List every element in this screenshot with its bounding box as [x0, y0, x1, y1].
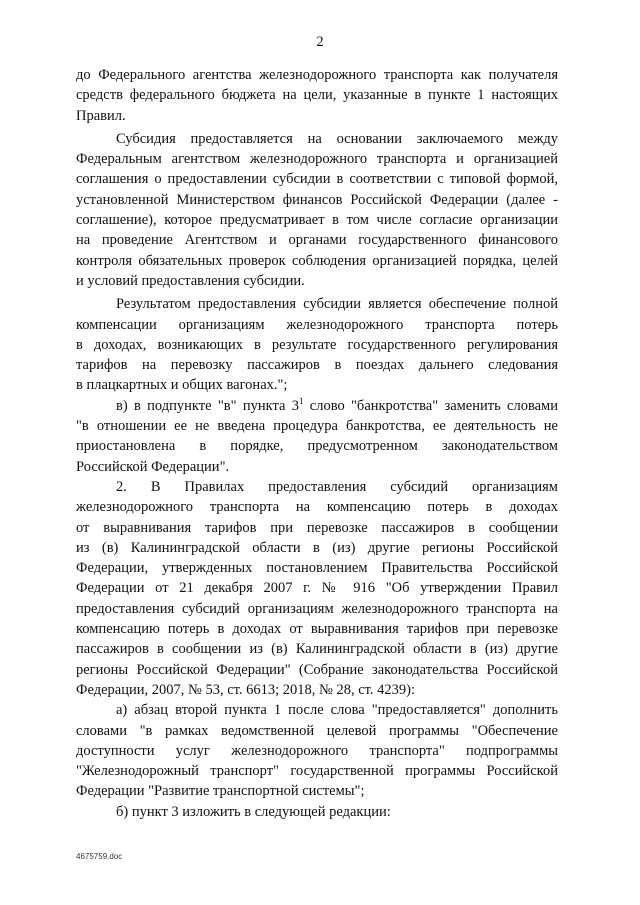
text-line: железнодорожного транспорта на компенсацию потерь в доходах	[76, 499, 558, 516]
text-line: Федерации "Развитие транспортной системы";	[76, 783, 365, 800]
document-file-reference: 4675759.doc	[76, 852, 123, 861]
paragraph	[76, 294, 558, 395]
text-line: "Железнодорожный транспорт" государственной программы Российской	[76, 763, 558, 780]
text-line: компенсации организациям железнодорожного транспорта потерь	[76, 316, 558, 333]
text-line: Федерации от 21 декабря 2007 г. № 916 "Об утверждении Правил	[76, 580, 558, 597]
text-line: в плацкартных и общих вагонах.";	[76, 377, 288, 394]
text-line: до Федерального агентства железнодорожного транспорта как получателя	[76, 67, 558, 83]
text-line: контроля обязательных проверок соблюдения организацией порядка, целей	[76, 252, 558, 269]
text-line	[76, 396, 558, 416]
text-line: средств федерального бюджета на цели, указанные в пункте 1 настоящих	[76, 87, 558, 104]
paragraph	[76, 477, 558, 700]
document-body	[76, 65, 558, 822]
page-number: 2	[316, 34, 324, 50]
superscript: 1	[298, 395, 304, 406]
text-line: Федерации, 2007, № 53, ст. 6613; 2018, № 28, ст. 4239):	[76, 681, 416, 698]
paragraph	[76, 129, 558, 291]
text-line: б) пункт 3 изложить в следующей редакции:	[116, 803, 391, 820]
paragraph	[76, 802, 558, 822]
text-line: регионы Российской Федерации" (Собрание законодательства Российской	[76, 661, 558, 678]
text-line: Результатом предоставления субсидии является обеспечение полной	[116, 296, 558, 313]
text-line: 2. В Правилах предоставления субсидий организациям	[116, 478, 558, 495]
paragraph	[76, 65, 558, 126]
text-line: соглашения о предоставлении субсидии в соответствии с типовой формой,	[76, 171, 558, 188]
text-line: Федеральным агентством железнодорожного транспорта и организацией	[76, 151, 558, 168]
text-line: "в отношении ее не введена процедура банкротства, ее деятельность не	[76, 418, 558, 435]
text-line: установленной Министерством финансов Российской Федерации (далее -	[76, 191, 558, 208]
text-line: в доходах, возникающих в результате государственного регулирования	[76, 336, 558, 353]
text-line: и условий предоставления субсидии.	[76, 272, 305, 289]
text-line: приостановлена в порядке, предусмотренном законодательством	[76, 438, 558, 455]
paragraph	[76, 700, 558, 801]
text-line: тарифов на перевозку пассажиров в поездах дальнего следования	[76, 357, 558, 374]
text-fragment: в) в подпункте "в" пункта 3	[116, 397, 299, 414]
text-line: на проведение Агентством и органами государственного финансового	[76, 232, 558, 249]
text-line: доступности услуг железнодорожного транспорта" подпрограммы	[76, 742, 558, 759]
text-line: соглашение), которое предусматривает в том числе согласие организации	[76, 212, 558, 229]
text-line: пассажиров в сообщении из (в) Калининградской области в (из) другие	[76, 641, 558, 658]
text-line: а) абзац второй пункта 1 после слова "предоставляется" дополнить	[116, 702, 558, 719]
text-line: от выравнивания тарифов при перевозке пассажиров в сообщении	[76, 519, 558, 536]
text-line: предоставления субсидий организациям железнодорожного транспорта на	[76, 600, 558, 617]
text-line: Российской Федерации".	[76, 458, 230, 475]
text-line: Федерации, утвержденных постановлением Правительства Российской	[76, 560, 558, 577]
text-line: компенсацию потерь в доходах от выравнивания тарифов при перевозке	[76, 621, 558, 638]
text-line: Правил.	[76, 107, 126, 124]
text-line: Субсидия предоставляется на основании заключаемого между	[116, 130, 558, 147]
text-line: словами "в рамках ведомственной целевой программы "Обеспечение	[76, 722, 558, 739]
text-fragment: слово "банкротства" заменить словами	[303, 397, 558, 414]
paragraph	[76, 396, 558, 477]
text-line: из (в) Калининградской области в (из) другие регионы Российской	[76, 539, 558, 556]
